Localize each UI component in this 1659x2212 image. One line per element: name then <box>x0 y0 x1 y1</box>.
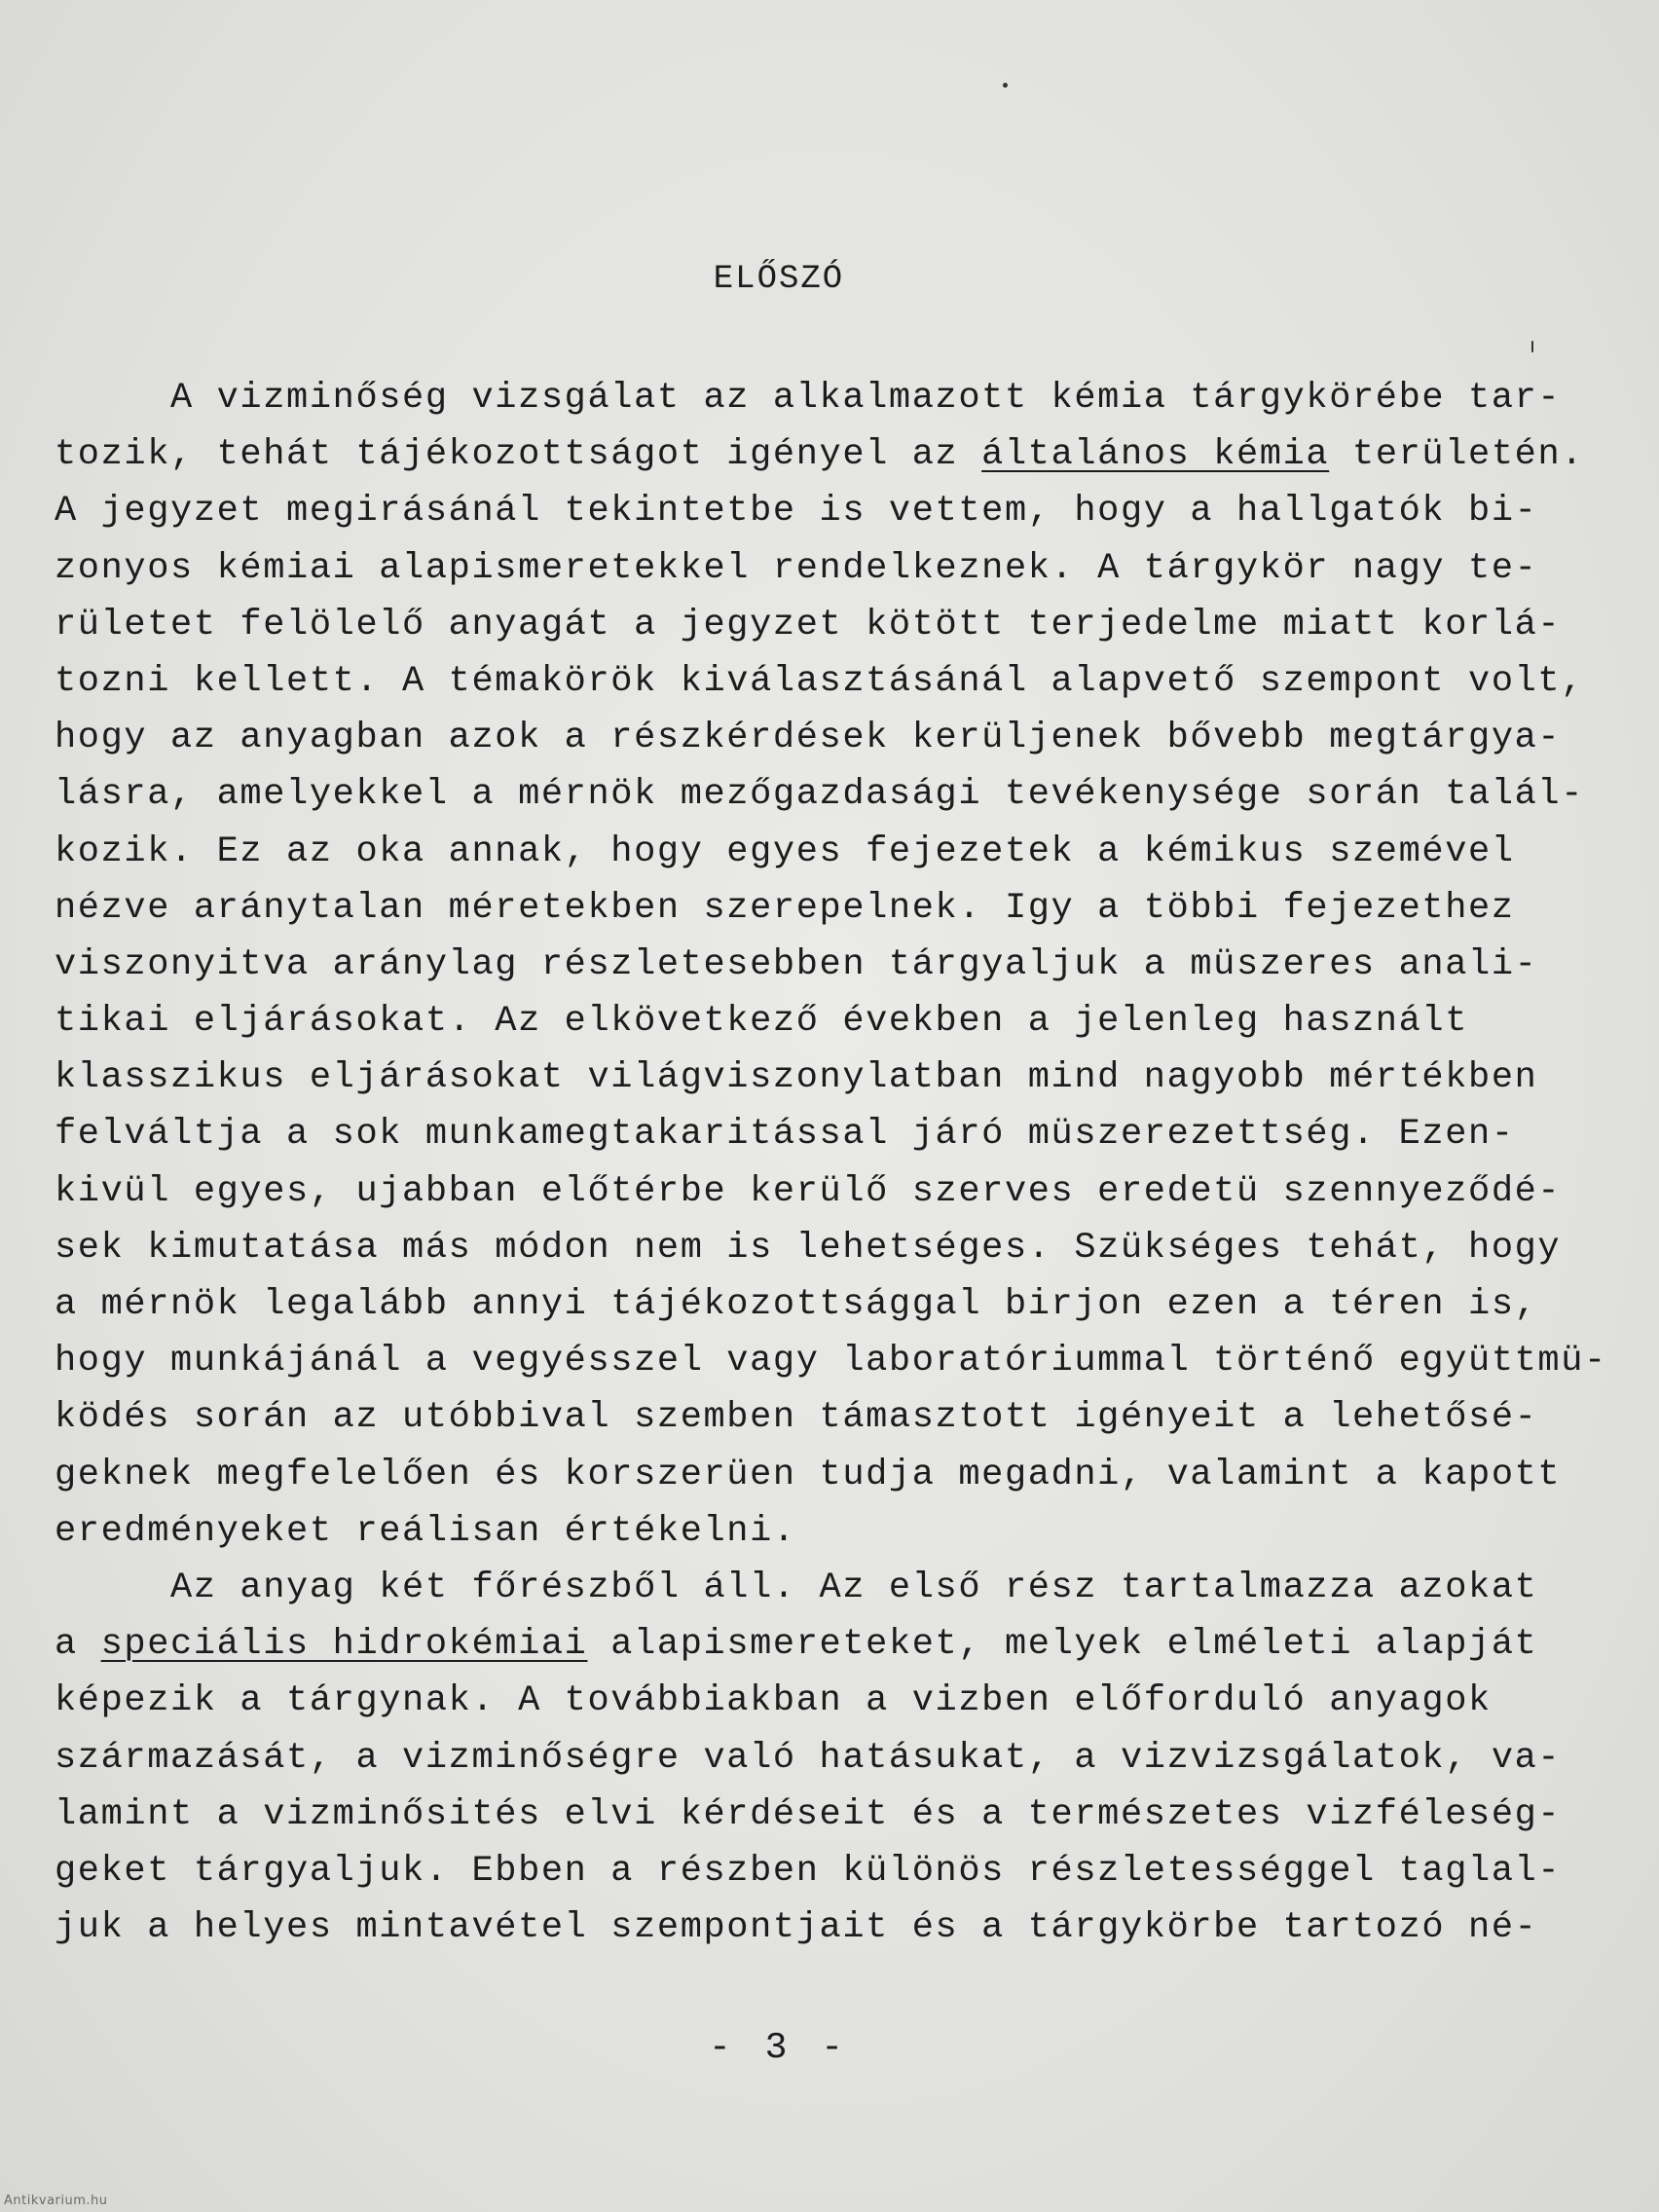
text-segment: juk a helyes mintavétel szempontjait és a tárgykörbe tartozó né- <box>55 1907 1538 1949</box>
text-line <box>55 993 1573 1050</box>
text-line <box>55 710 1573 766</box>
text-segment: viszonyitva aránylag részletesebben tárgyaljuk a müszeres anali- <box>55 943 1538 985</box>
text-line <box>55 1276 1573 1333</box>
text-line <box>55 483 1573 539</box>
text-line <box>55 1389 1573 1446</box>
text-segment: A vizminőség vizsgálat az alkalmazott kémia tárgykörébe tar- <box>55 378 1562 419</box>
text-segment: rületet felölelő anyagát a jegyzet kötött terjedelme miatt korlá- <box>55 604 1562 645</box>
text-segment: eredményeket reálisan értékelni. <box>55 1510 796 1552</box>
preface-body <box>55 370 1607 1956</box>
text-line <box>55 1503 1573 1560</box>
text-segment: képezik a tárgynak. A továbbiakban a vizben előforduló anyagok <box>55 1680 1492 1722</box>
text-line <box>55 1050 1573 1106</box>
text-line <box>55 824 1573 880</box>
watermark: Antikvarium.hu <box>4 2194 108 2208</box>
text-line <box>55 766 1585 823</box>
ink-speck <box>1531 341 1533 352</box>
text-line <box>55 370 1573 426</box>
text-segment: származását, a vizminőségre való hatásukat, a vizvizsgálatok, va- <box>55 1737 1562 1779</box>
text-segment: geket tárgyaljuk. Ebben a részben különös részletességgel taglal- <box>55 1850 1562 1892</box>
text-segment: ködés során az utóbbival szemben támasztott igényeit a lehetősé- <box>55 1397 1538 1439</box>
text-segment: hogy az anyagban azok a részkérdések kerüljenek bővebb megtárgya- <box>55 718 1562 759</box>
text-segment: területén. <box>1329 434 1585 476</box>
text-segment: tikai eljárásokat. Az elkövetkező években a jelenleg használt <box>55 1001 1469 1043</box>
text-line <box>55 1899 1573 1956</box>
text-line <box>55 1163 1573 1220</box>
underlined-term: általános kémia <box>981 434 1330 476</box>
text-line <box>55 937 1573 993</box>
text-segment: kozik. Ez az oka annak, hogy egyes fejezetek a kémikus szemével <box>55 830 1515 872</box>
text-line <box>55 597 1573 653</box>
text-segment: Az anyag két főrészből áll. Az első rész tartalmazza azokat <box>55 1567 1538 1608</box>
text-segment: tozni kellett. A témakörök kiválasztásánál alapvető szempont volt, <box>55 660 1585 702</box>
text-segment: a <box>55 1624 101 1666</box>
text-line <box>55 1730 1573 1787</box>
text-line <box>55 1333 1607 1389</box>
text-line <box>55 1787 1573 1843</box>
text-segment: sek kimutatása más módon nem is lehetséges. Szükséges tehát, hogy <box>55 1227 1562 1269</box>
text-segment: kivül egyes, ujabban előtérbe kerülő szerves eredetü szennyeződé- <box>55 1170 1562 1212</box>
page-title: ELŐSZÓ <box>713 261 845 298</box>
underlined-term: speciális hidrokémiai <box>100 1624 588 1666</box>
text-line <box>55 1673 1573 1729</box>
text-segment: alapismereteket, melyek elméleti alapját <box>587 1624 1538 1666</box>
text-segment: hogy munkájánál a vegyésszel vagy laboratóriummal történő együttmü- <box>55 1341 1607 1382</box>
text-segment: lamint a vizminősités elvi kérdéseit és a természetes vizféleség- <box>55 1793 1562 1835</box>
text-line <box>55 653 1585 710</box>
text-segment: A jegyzet megirásánál tekintetbe is vettem, hogy a hallgatók bi- <box>55 491 1538 533</box>
text-line <box>55 1560 1573 1616</box>
text-line <box>55 426 1585 483</box>
text-line <box>55 1447 1573 1503</box>
text-segment: zonyos kémiai alapismeretekkel rendelkeznek. A tárgykör nagy te- <box>55 547 1538 589</box>
text-line <box>55 1220 1573 1276</box>
text-segment: felváltja a sok munkamegtakaritással járó müszerezettség. Ezen- <box>55 1114 1515 1156</box>
ink-speck <box>1003 83 1008 88</box>
text-segment: nézve aránytalan méretekben szerepelnek. Igy a többi fejezethez <box>55 887 1515 929</box>
text-line <box>55 1106 1573 1162</box>
text-line <box>55 880 1573 937</box>
text-line <box>55 1616 1573 1673</box>
text-segment: tozik, tehát tájékozottságot igényel az <box>55 434 982 476</box>
text-segment: geknek megfelelően és korszerüen tudja megadni, valamint a kapott <box>55 1454 1562 1495</box>
text-line <box>55 1843 1573 1899</box>
page-number: - 3 - <box>708 2027 850 2069</box>
text-line <box>55 540 1573 597</box>
text-segment: lásra, amelyekkel a mérnök mezőgazdasági tevékenysége során talál- <box>55 774 1585 816</box>
text-segment: a mérnök legalább annyi tájékozottsággal birjon ezen a téren is, <box>55 1284 1538 1325</box>
text-segment: klasszikus eljárásokat világviszonylatban mind nagyobb mértékben <box>55 1057 1538 1099</box>
